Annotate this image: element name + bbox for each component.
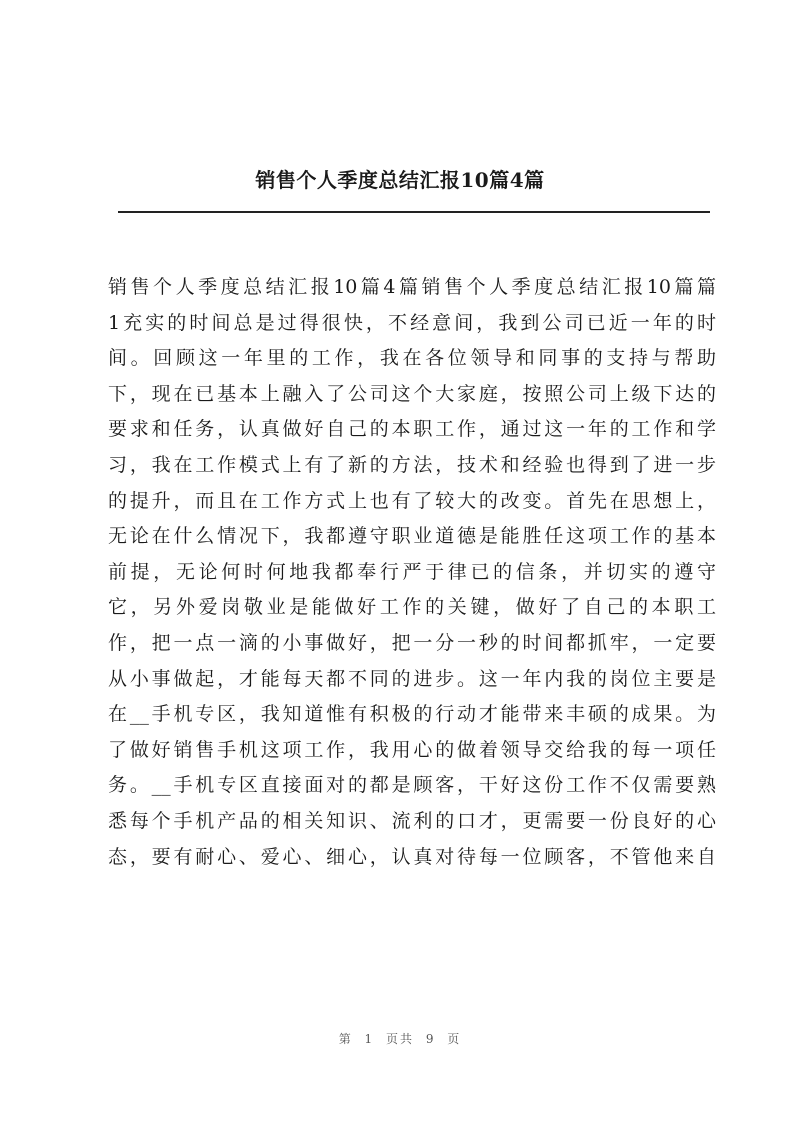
body-line: 作，把一点一滴的小事做好，把一分一秒的时间都抓牢，一定要 xyxy=(108,631,716,654)
body-line: 1充实的时间总是过得很快，不经意间，我到公司已近一年的时 xyxy=(108,311,716,334)
document-title: 销售个人季度总结汇报10篇4篇 xyxy=(255,168,545,192)
body-line: 下，现在已基本上融入了公司这个大家庭，按照公司上级下达的 xyxy=(108,382,716,405)
body-line: 的提升，而且在工作方式上也有了较大的改变。首先在思想上， xyxy=(108,489,716,512)
document-body xyxy=(108,270,716,875)
body-line: 务。__手机专区直接面对的都是顾客，干好这份工作不仅需要熟 xyxy=(108,774,716,797)
body-line: 销售个人季度总结汇报10篇4篇销售个人季度总结汇报10篇篇 xyxy=(108,276,716,298)
body-line: 悉每个手机产品的相关知识、流利的口才，更需要一份良好的心 xyxy=(108,809,716,832)
page-number: 第 1 页共 9 页 xyxy=(338,1032,462,1046)
body-line: 间。回顾这一年里的工作，我在各位领导和同事的支持与帮助 xyxy=(108,347,716,370)
body-line: 习，我在工作模式上有了新的方法，技术和经验也得到了进一步 xyxy=(108,453,716,476)
body-line: 它，另外爱岗敬业是能做好工作的关键，做好了自己的本职工 xyxy=(108,596,716,619)
body-line: 态，要有耐心、爱心、细心，认真对待每一位顾客，不管他来自 xyxy=(108,845,716,868)
body-line: 从小事做起，才能每天都不同的进步。这一年内我的岗位主要是 xyxy=(108,667,716,690)
body-line: 无论在什么情况下，我都遵守职业道德是能胜任这项工作的基本 xyxy=(108,525,716,548)
body-line: 前提，无论何时何地我都奉行严于律已的信条，并切实的遵守 xyxy=(108,560,716,583)
title-underline xyxy=(118,211,710,213)
body-line: 在__手机专区，我知道惟有积极的行动才能带来丰硕的成果。为 xyxy=(108,703,716,726)
body-line: 了做好销售手机这项工作，我用心的做着领导交给我的每一项任 xyxy=(108,738,716,761)
body-line: 要求和任务，认真做好自己的本职工作，通过这一年的工作和学 xyxy=(108,418,716,441)
